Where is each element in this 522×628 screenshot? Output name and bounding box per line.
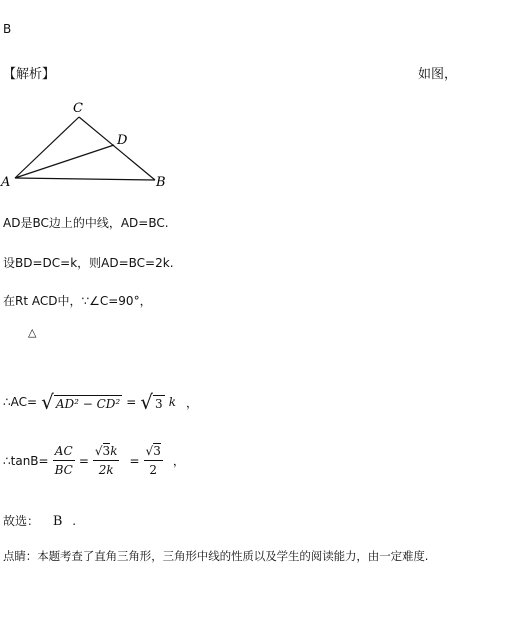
tan-formula — [3, 443, 185, 478]
ac-formula — [3, 392, 198, 412]
triangle-symbol: △ — [28, 326, 37, 339]
text-line-2: 设BD=DC=k，则AD=BC=2k. — [3, 256, 174, 270]
median-ad — [15, 145, 114, 178]
side-ab — [15, 178, 155, 180]
choice-line — [3, 512, 76, 529]
side-cb — [79, 117, 155, 180]
text-line-1: AD是BC边上的中线，AD=BC. — [3, 216, 169, 230]
ac-result-coef: 3 — [155, 397, 163, 411]
see-figure-text: 如图， — [418, 67, 458, 82]
ac-result-sqrt: √ 3 — [140, 390, 163, 414]
tan-suffix: ， — [172, 454, 185, 468]
tan-frac3-denominator: 2 — [149, 463, 157, 477]
vertex-a-label: A — [1, 175, 11, 190]
ac-result-var: k — [168, 395, 176, 409]
tan-equals-2: = — [129, 453, 140, 468]
ac-formula-prefix: ∴AC= — [3, 395, 38, 409]
tan-frac2-numerator: √3k — [93, 443, 120, 461]
tan-frac2-denominator: 2k — [98, 463, 114, 477]
tan-formula-prefix: ∴tanB= — [3, 453, 49, 468]
triangle-figure — [0, 96, 180, 196]
tan-equals-1: = — [78, 453, 89, 468]
vertex-b-label: B — [156, 175, 166, 190]
tan-frac1-denominator: BC — [54, 463, 73, 477]
tan-fraction-3 — [144, 443, 163, 478]
ac-suffix: ， — [185, 395, 198, 410]
choice-label: 故选： — [3, 514, 40, 528]
tan-frac1-numerator: AC — [53, 443, 75, 461]
choice-period: . — [72, 514, 77, 528]
ac-sqrt: √ AD² − CD² — [41, 390, 121, 414]
comment-text: 点睛：本题考查了直角三角形，三角形中线的性质以及学生的阅读能力，由一定难度. — [3, 549, 429, 563]
tan-fraction-2 — [93, 443, 120, 478]
choice-letter: B — [52, 514, 63, 529]
answer-letter: B — [3, 22, 12, 36]
text-line-3: 在Rt ACD中，∵∠C=90°， — [3, 294, 152, 308]
tan-frac3-numerator: √3 — [144, 443, 163, 461]
tan-fraction-1 — [53, 443, 75, 478]
ac-radicand: AD² − CD² — [55, 397, 121, 411]
side-ac — [15, 117, 79, 178]
point-d-label: D — [117, 133, 128, 148]
analysis-heading: 【解析】 — [3, 67, 56, 82]
vertex-c-label: C — [73, 101, 83, 116]
ac-equals: = — [126, 395, 137, 409]
